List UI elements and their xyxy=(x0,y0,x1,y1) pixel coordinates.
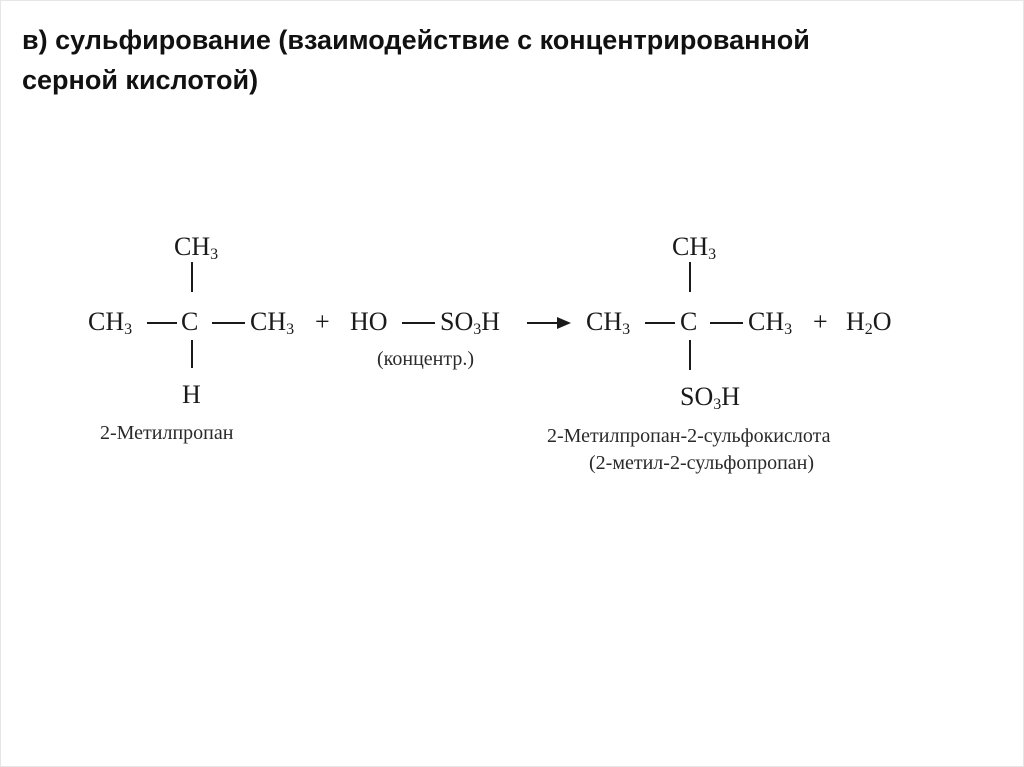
plus-sign-1: + xyxy=(315,307,330,336)
title-line-1: в) сульфирование (взаимодействие с концентрированной xyxy=(22,25,810,55)
reactant-right-ch3: $CH_3$ xyxy=(250,307,295,338)
reaction-arrow-shaft xyxy=(527,322,557,324)
reagent-bond xyxy=(402,322,435,324)
reactant-bond-right xyxy=(212,322,245,324)
slide-title xyxy=(22,20,982,100)
plus-sign-2: + xyxy=(813,307,828,336)
reaction-arrow-head xyxy=(557,317,571,329)
title-line-2: серной кислотой) xyxy=(22,65,259,95)
reagent-so3h: $SO_3H$ xyxy=(440,307,501,338)
product-name-line-1: 2-Метилпропан-2-сульфокислота xyxy=(547,425,831,447)
reactant-bottom-h: H xyxy=(182,380,201,409)
byproduct-water: $H_2O$ xyxy=(846,307,892,338)
reactant-left-ch3: $CH_3$ xyxy=(88,307,133,338)
product-center-c: C xyxy=(680,307,698,336)
product-bond-left xyxy=(645,322,675,324)
product-bottom-so3h: $SO_3H$ xyxy=(680,382,741,413)
reactant-bond-bottom xyxy=(191,340,193,368)
product-name-line-2: (2-метил-2-сульфопропан) xyxy=(589,452,815,474)
reactant-bond-top xyxy=(191,262,193,292)
product-bond-bottom xyxy=(689,340,691,370)
product-top-ch3: $CH_3$ xyxy=(672,232,717,263)
product-left-ch3: $CH_3$ xyxy=(586,307,631,338)
product-right-ch3: $CH_3$ xyxy=(748,307,793,338)
reactant-name: 2-Метилпропан xyxy=(100,422,234,444)
reactant-bond-left xyxy=(147,322,177,324)
reactant-center-c: C xyxy=(181,307,199,336)
reagent-condition: (концентр.) xyxy=(377,348,474,370)
reagent-ho: HO xyxy=(350,307,388,336)
reactant-top-ch3: $CH_3$ xyxy=(174,232,219,263)
product-bond-right xyxy=(710,322,743,324)
product-bond-top xyxy=(689,262,691,292)
